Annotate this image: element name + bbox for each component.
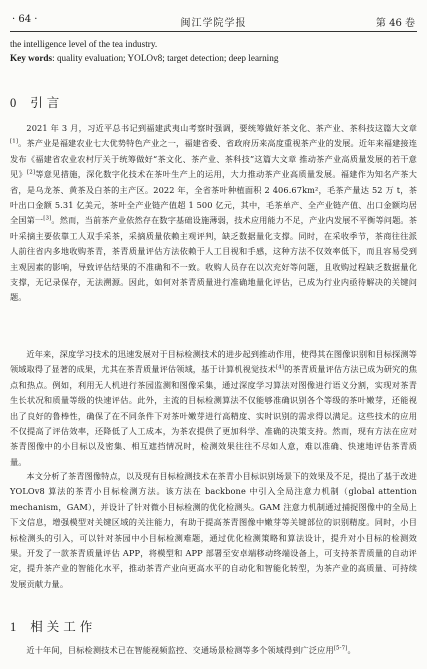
section-0-title: 引言 xyxy=(30,95,64,110)
journal-name: 闽江学院学报 xyxy=(180,18,247,29)
section-1-heading xyxy=(10,617,96,635)
abstract-tail: the intelligence level of the tea industry. xyxy=(10,39,158,49)
keywords-label: Key words xyxy=(10,53,53,63)
keywords-line xyxy=(10,51,417,65)
related-work-paragraph-1: 近十年间，目标检测技术已在智能视频监控、交通场景检测等多个领域得到广泛应用[5-7]。 xyxy=(26,645,356,655)
intro-paragraph-2: 近年来，深度学习技术的迅速发展对于目标检测技术的进步起到推动作用，使得其在图像识别和目标探测等领域取得了显著的成果，尤其在茶青质量评估领域，基于计算机视觉技术[4]的茶青质量评估方法已成为研究的焦点和热点。例如，利用无人机进行茶园监测和图像采集，通过深度学习算法对图像进行语义分割，实现对茶青生长状况和质量等级的快速评估。此外，主流的目标检测算法不仅能够准确识别各个等级的茶叶嫩芽，还能视出了良好的鲁棒性，确保了在不同条件下对茶叶嫩芽进行高精度、实时识别的需求得以满足。这些技术的应用不仅提高了评估效率，还降低了人工成本，为茶农提供了更加科学、准确的决策支持。然而，现有方法在应对茶青图像中的小目标以及密集、相互遮挡情况时，检测效果往往不尽如人意，难以准确、快速地评估茶青质量。 xyxy=(10,349,418,467)
section-0-number: 0 xyxy=(10,96,17,110)
section-1-number: 1 xyxy=(10,620,17,634)
keywords-text: : quality evaluation; YOLOv8; target detection; deep learning xyxy=(52,53,279,63)
intro-paragraph-1: 2021 年 3 月，习近平总书记到福建武夷山考察时强调，要统筹做好茶文化、茶产业、茶科技这篇大文章[1]。茶产业是福建农业七大优势特色产业之一，福建省委、省政府历来高度重视茶产业的发展。近年来福建接连发布《福建省农业农村厅关于统筹做好“茶文化、茶产业、茶科技”这篇大文章 推动茶产业高质量发展的若干意见》[2]等意见措施，深化数字化技术在茶叶生产上的运用，大力推动茶产业高质量发展。福建作为知名产茶大省，是乌龙茶、黄茶及白茶的主产区。2022 年，全省茶叶种植面积 2 406.67km²，毛茶产量达 52 万 t，茶叶出口金额 5.31 亿美元，茶叶全产业链产值超 1 500 亿元，其中，毛茶单产、全产业链产值、出口金额均居全国第一[3]。然而，当前茶产业依然存在数字基础设施薄弱，技术应用能力不足，产业内发展不平衡等问题。茶叶采摘主要依靠工人双手采茶，采摘质量依赖主观评判，缺乏数据量化支撑。同时，在采收季节，茶商往往派人前往省内多地收购茶青，茶青质量评估方法依赖于人工目视和手感，这种方法不仅效率低下，而且容易受到主观因素的影响，导致评估结果的不准确和不一致。收购人员存在以次充好等问题，且收购过程缺乏数据量化支撑，无记录保存，无法溯源。因此，如何对茶青质量进行准确地量化评估，已成为行业内亟待解决的关键问题。 xyxy=(10,123,418,303)
intro-paragraph-3: 本文分析了茶青图像特点，以及现有目标检测技术在茶青小目标识别场景下的效果及不足，提出了基于改进 YOLOv8 算法的茶青小目标检测方法。该方法在 backbone 中引入全局注意力机制（global attention mechanism，GAM），并设计了针对微小目标检测的优化检测头。GAM 注意力机制通过捕捉图像中的全局上下文信息，增强模型对关键区域的关注能力，有助于提高茶青图像中嫩芽等关键部位的识别精度。同时，小目标检测头的引入，可以针对茶园中小目标检测难题，通过优化检测策略和算法设计，提升对小目标的检测效果。开发了一款茶青质量评估 APP，将模型和 APP 部署至安卓端移动终端设备上，可支持茶青质量的自动评定，提升茶产业的智能化水平，推动茶青产业向更高水平的自动化和智能化转型，为茶产业的高质量、可持续发展贡献力量。 xyxy=(10,471,417,589)
section-0-heading xyxy=(10,93,63,111)
section-1-title: 相关工作 xyxy=(30,619,97,634)
header-rule xyxy=(10,31,417,32)
volume-label: 第 46 卷 xyxy=(375,18,415,29)
page-number: · 64 · xyxy=(12,14,38,25)
